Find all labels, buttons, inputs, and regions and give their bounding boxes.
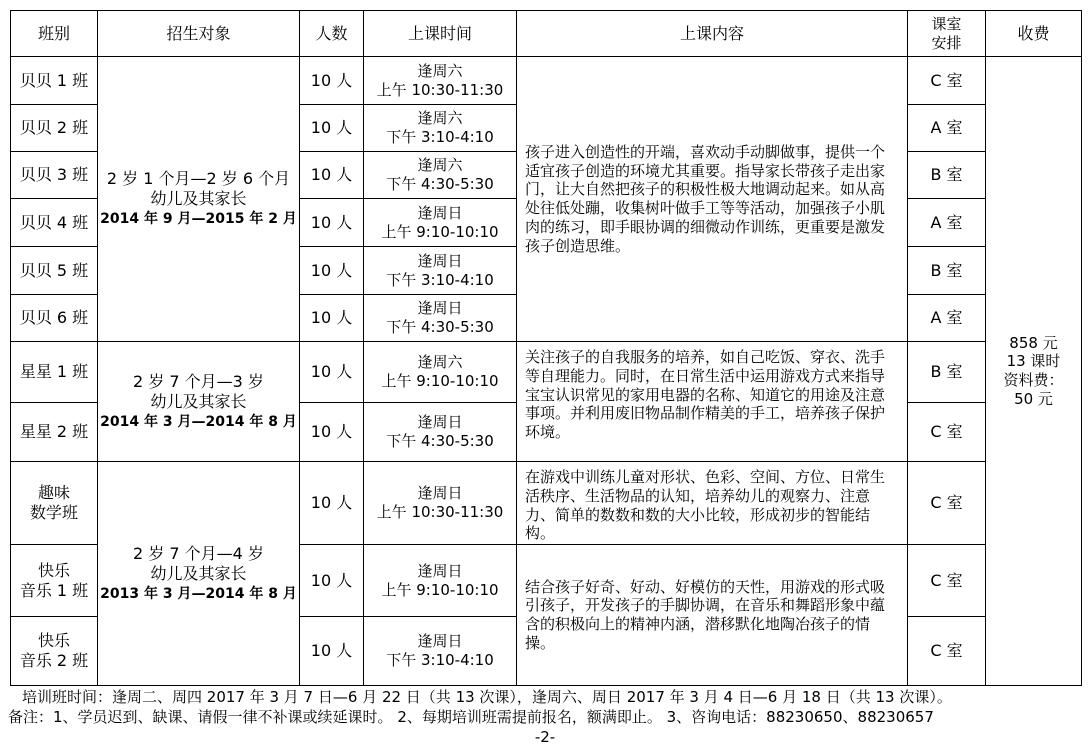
class-time [364,247,517,295]
target-who: 幼儿及其家长 [150,391,247,411]
class-time [364,617,517,686]
fee-lessons: 13 课时 [1006,352,1061,371]
class-room: B 室 [908,247,986,295]
class-name: 星星 1 班 [11,342,98,403]
class-name [11,617,98,686]
content-math: 在游戏中训练儿童对形状、色彩、空间、方位、日常生活秩序、生活物品的认知，培养幼儿的观察力、注意力、简单的数数和数的大小比较，形成初步的智能结构。 [517,462,908,545]
class-time [364,403,517,462]
class-hours: 上午 10:30-11:30 [376,80,504,99]
header-count: 人数 [300,11,364,57]
class-day: 逢周日 [417,203,463,222]
class-hours: 上午 9:10-10:10 [381,580,499,599]
group-content-beibei: 孩子进入创造性的开端，喜欢动手动脚做事，提供一个适宜孩子创造的环境尤其重要。指导家长带孩子走出家门，让大自然把孩子的积极性极大地调动起来。如从高处往低处蹦，收集树叶做手工等等活动，加强孩子小肌肉的练习，即手眼协调的细微动作训练，更重要是激发孩子创造思维。 [517,57,908,342]
class-name [11,462,98,545]
schedule-table [10,10,1082,686]
fee-material-label: 资料费： [1003,371,1064,389]
class-hours: 上午 9:10-10:10 [381,222,499,241]
class-name: 贝贝 5 班 [11,247,98,295]
class-time [364,152,517,199]
group-target-older [98,462,300,686]
target-age: 2 岁 7 个月—4 岁 [133,543,264,563]
class-day: 逢周日 [417,632,463,651]
class-name: 贝贝 4 班 [11,199,98,247]
class-name-line2: 音乐 2 班 [19,651,89,670]
class-name: 贝贝 6 班 [11,295,98,342]
group-target-beibei [98,57,300,342]
class-day: 逢周六 [417,353,463,372]
class-time [364,199,517,247]
content-music: 结合孩子好奇、好动、好模仿的天性，用游戏的形式吸引孩子，开发孩子的手脚协调，在音乐和舞蹈形象中蕴含的积极向上的精神内涵，潜移默化地陶冶孩子的情操。 [517,545,908,686]
class-room: A 室 [908,105,986,152]
class-name: 贝贝 3 班 [11,152,98,199]
footer-remarks: 备注：1、学员迟到、缺课、请假一律不补课或续延课时。 2、每期培训班需提前报名，额满即止。 3、咨询电话：88230650、88230657 [8,708,934,726]
class-hours: 下午 4:30-5:30 [386,318,494,336]
class-hours: 下午 4:30-5:30 [386,432,494,450]
class-time [364,57,517,105]
class-name-line1: 趣味 [37,483,70,502]
class-hours: 下午 3:10-4:10 [386,128,494,146]
class-room: C 室 [908,617,986,686]
header-room: 课室安排 [908,11,986,57]
class-name: 星星 2 班 [11,403,98,462]
class-day: 逢周六 [417,61,463,80]
class-room: C 室 [908,462,986,545]
class-day: 逢周六 [417,156,463,175]
class-room: B 室 [908,342,986,403]
table-row [11,342,1082,403]
class-hours: 上午 10:30-11:30 [376,503,504,521]
target-who: 幼儿及其家长 [150,563,247,583]
class-hours: 下午 3:10-4:10 [386,270,494,289]
header-content: 上课内容 [517,11,908,57]
footer-schedule-note: 培训班时间：逢周二、周四 2017 年 3 月 7 日—6 月 22 日（共 13 次课），逢周六、周日 2017 年 3 月 4 日—6 月 18 日（共 13 次课）。 [22,688,952,706]
class-day: 逢周日 [417,413,463,432]
class-room: A 室 [908,295,986,342]
class-day: 逢周日 [417,299,463,318]
fee-amount: 858 元 [1009,333,1058,352]
group-target-xingxing [98,342,300,462]
class-time [364,342,517,403]
class-count: 10 人 [300,545,364,617]
class-count: 10 人 [300,462,364,545]
class-room: A 室 [908,199,986,247]
class-count: 10 人 [300,403,364,462]
table-row [11,57,1082,105]
class-hours: 上午 9:10-10:10 [381,372,499,390]
header-target: 招生对象 [98,11,300,57]
class-room: C 室 [908,545,986,617]
group-content-xingxing: 关注孩子的自我服务的培养，如自己吃饭、穿衣、洗手等自理能力。同时，在日常生活中运用游戏方式来指导宝宝认识常见的家用电器的名称、知道它的用途及注意事项。并利用废旧物品制作精美的手工，培养孩子保护环境。 [517,342,908,462]
table-row [11,462,1082,545]
class-name-line1: 快乐 [37,631,70,650]
class-count: 10 人 [300,199,364,247]
class-room: B 室 [908,152,986,199]
class-day: 逢周日 [417,251,463,270]
page-number: -2- [534,728,556,746]
class-name-line2: 数学班 [29,503,78,522]
class-time [364,295,517,342]
target-who: 幼儿及其家长 [150,189,247,209]
target-dates: 2013 年 3 月—2014 年 8 月 [100,585,297,602]
class-room: C 室 [908,57,986,105]
class-count: 10 人 [300,295,364,342]
class-name-line1: 快乐 [37,560,70,580]
class-room: C 室 [908,403,986,462]
class-day: 逢周六 [417,109,463,128]
class-count: 10 人 [300,105,364,152]
fee-cell [986,57,1082,686]
class-hours: 下午 4:30-5:30 [386,175,494,193]
class-count: 10 人 [300,57,364,105]
fee-material-amount: 50 元 [1014,389,1053,408]
class-day: 逢周日 [417,484,463,503]
header-class: 班别 [11,11,98,57]
header-row [11,11,1082,57]
target-age: 2 岁 1 个月—2 岁 6 个月 [106,169,291,189]
class-name: 贝贝 2 班 [11,105,98,152]
class-time [364,545,517,617]
class-name: 贝贝 1 班 [11,57,98,105]
class-day: 逢周日 [417,561,463,580]
class-count: 10 人 [300,152,364,199]
header-fee: 收费 [986,11,1082,57]
target-dates: 2014 年 3 月—2014 年 8 月 [100,413,297,430]
class-count: 10 人 [300,247,364,295]
target-dates: 2014 年 9 月—2015 年 2 月 [100,211,297,228]
class-count: 10 人 [300,342,364,403]
class-time [364,462,517,545]
header-time: 上课时间 [364,11,517,57]
class-hours: 下午 3:10-4:10 [386,651,494,669]
target-age: 2 岁 7 个月—3 岁 [133,371,264,391]
class-time [364,105,517,152]
class-count: 10 人 [300,617,364,686]
class-name [11,545,98,617]
class-name-line2: 音乐 1 班 [19,580,89,600]
